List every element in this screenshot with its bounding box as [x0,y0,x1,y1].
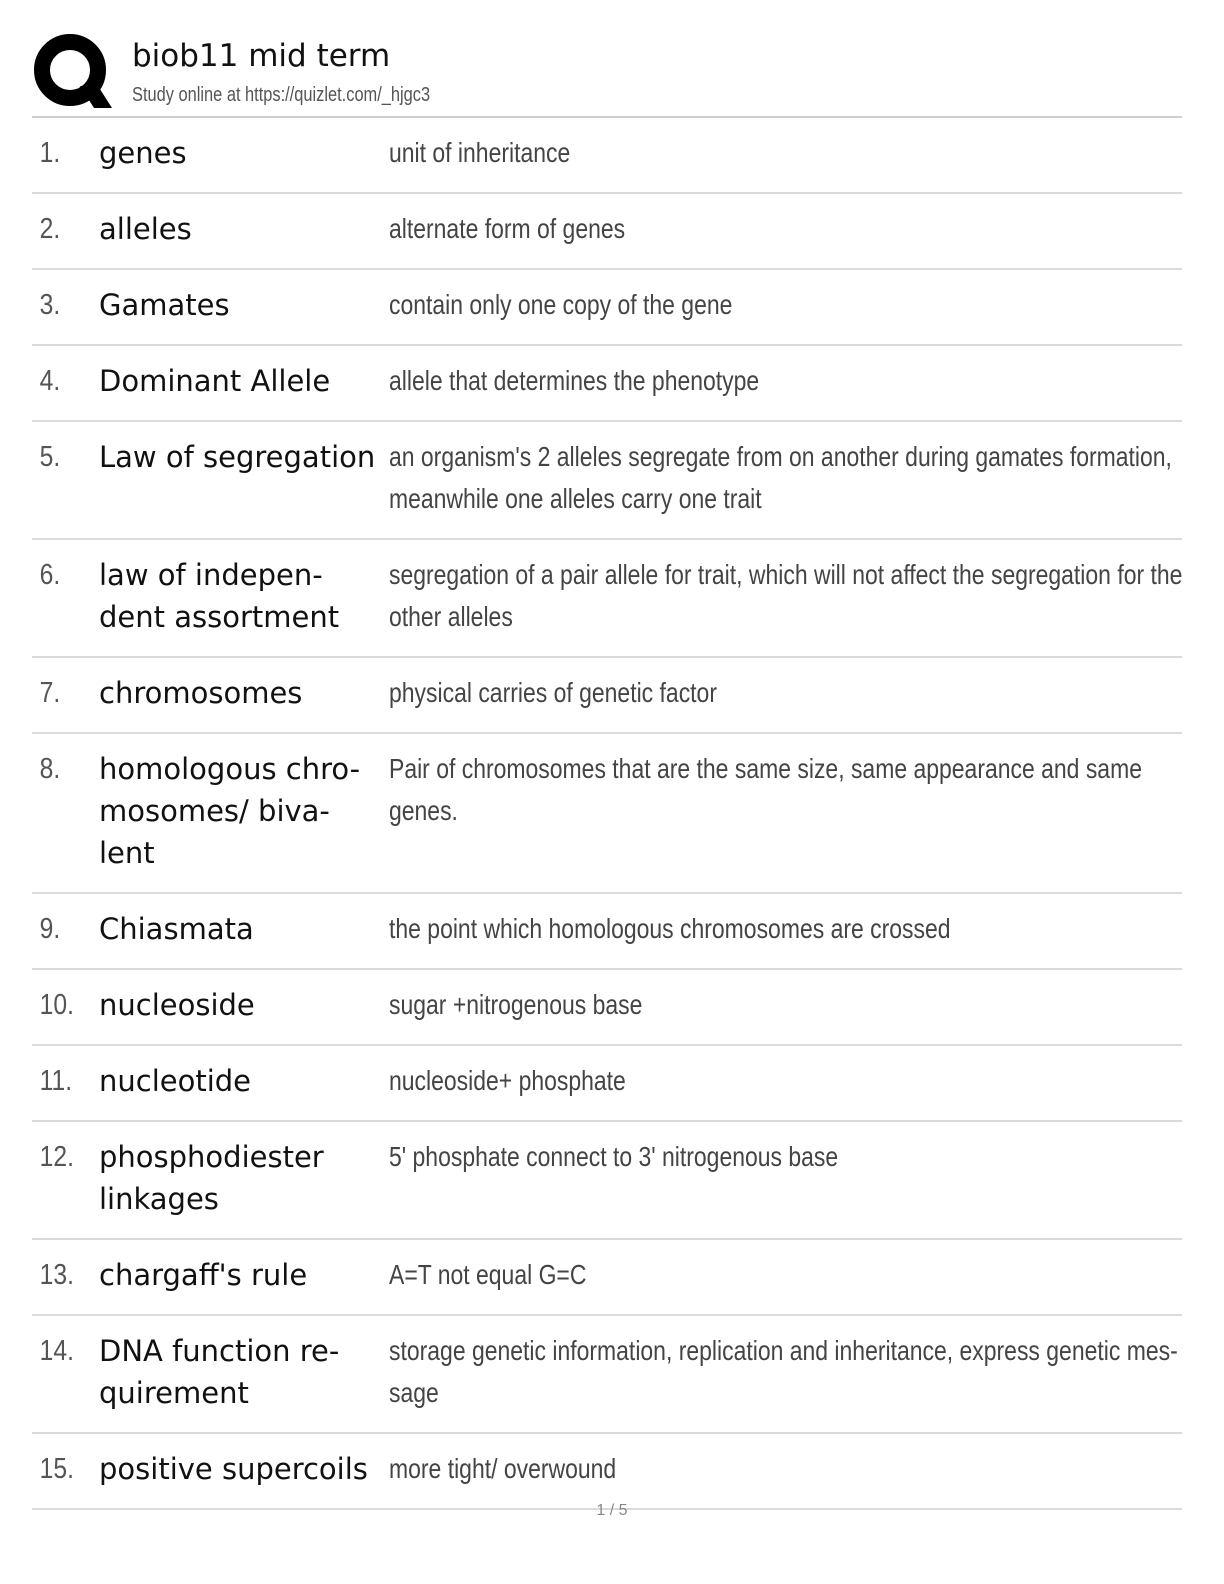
flashcard-row [32,1240,1182,1316]
card-number: 12. [39,1141,74,1173]
card-term: phosphodiester linkages [99,1140,324,1216]
card-number: 9. [39,913,61,945]
flashcard-row [32,118,1182,194]
card-term: DNA function re- quirement [99,1334,340,1410]
set-title: biob11 mid term [132,38,391,74]
header [32,32,1182,116]
card-number: 4. [39,365,61,397]
flashcard-row [32,1122,1182,1240]
card-term: law of indepen- dent assortment [99,558,340,634]
flashcard-list [32,118,1182,1510]
card-number: 10. [39,989,74,1021]
card-number: 2. [39,213,61,245]
card-term: chromosomes [99,676,303,710]
card-number: 7. [39,677,61,709]
card-term: Gamates [99,288,230,322]
flashcard-row [32,658,1182,734]
flashcard-row [32,970,1182,1046]
card-definition: an organism's 2 alleles segregate from on another during gamates formation, meanwhile one alleles carry one trait [389,441,1172,514]
card-definition: storage genetic information, replication and inheritance, express genetic mes- sage [389,1335,1178,1408]
card-number: 1. [39,137,61,169]
flashcard-row [32,1434,1182,1510]
flashcard-row [32,1046,1182,1122]
card-term: genes [99,136,187,170]
card-definition: contain only one copy of the gene [389,289,733,320]
card-definition: more tight/ overwound [389,1453,617,1484]
card-definition: physical carries of genetic factor [389,677,717,708]
card-term: nucleotide [99,1064,252,1098]
card-term: nucleoside [99,988,255,1022]
card-definition: nucleoside+ phosphate [389,1065,626,1096]
card-definition: allele that determines the phenotype [389,365,760,396]
quizlet-logo-icon [32,32,112,112]
flashcard-row [32,540,1182,658]
card-definition: 5' phosphate connect to 3' nitrogenous base [389,1141,839,1172]
card-number: 8. [39,753,61,785]
study-online-link[interactable]: Study online at https://quizlet.com/_hjgc3 [132,84,431,106]
card-term: chargaff's rule [99,1258,308,1292]
card-definition: unit of inheritance [389,137,571,168]
card-term: positive supercoils [99,1452,368,1486]
card-number: 11. [39,1065,73,1097]
card-term: Chiasmata [99,912,254,946]
card-term: homologous chro- mosomes/ biva- lent [99,752,361,870]
card-definition: segregation of a pair allele for trait, which will not affect the segregation for the other alleles [389,559,1183,632]
card-number: 6. [39,559,61,591]
card-number: 13. [39,1259,74,1291]
flashcard-row [32,894,1182,970]
card-term: Law of segregation [99,440,376,474]
flashcard-row [32,270,1182,346]
card-definition: the point which homologous chromosomes are crossed [389,913,951,944]
flashcard-row [32,346,1182,422]
flashcard-row [32,422,1182,540]
card-number: 3. [39,289,61,321]
flashcard-row [32,1316,1182,1434]
card-definition: Pair of chromosomes that are the same size, same appearance and same genes. [389,753,1142,826]
page-number: 1 / 5 [596,1502,628,1519]
card-term: alleles [99,212,192,246]
card-definition: alternate form of genes [389,213,626,244]
card-number: 5. [39,441,61,473]
card-number: 14. [39,1335,74,1367]
card-definition: A=T not equal G=C [389,1259,587,1290]
flashcard-row [32,734,1182,894]
card-number: 15. [39,1453,74,1485]
card-term: Dominant Allele [99,364,331,398]
card-definition: sugar +nitrogenous base [389,989,643,1020]
flashcard-row [32,194,1182,270]
